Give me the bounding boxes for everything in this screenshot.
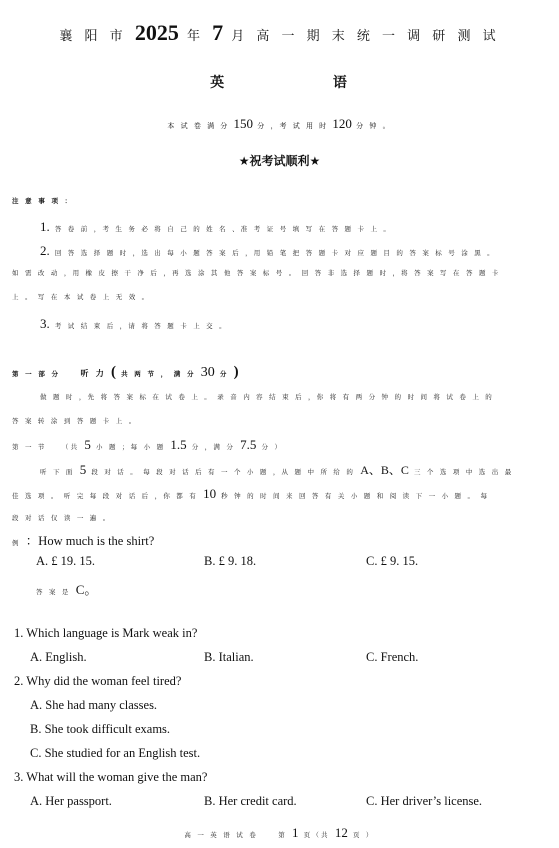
page-total: 12 [334, 825, 348, 840]
q2-option-b: B. She took difficult exams. [30, 722, 171, 736]
good-luck-banner: ★祝考试顺利★ [238, 154, 321, 168]
part-label: 第 一 部 分 [12, 370, 61, 378]
section-detail: 分 ） [261, 443, 284, 451]
q3-option-b: B. Her credit card. [204, 794, 297, 808]
score-per: 1.5 [170, 437, 187, 452]
notice-num: 2. [40, 243, 50, 258]
question-count: 5 [84, 437, 91, 452]
section1-instr-2 [12, 483, 489, 502]
section1-instr-3: 段 对 话 仅 读 一 遍 。 [12, 514, 112, 522]
question-2: 2. Why did the woman feel tired? [14, 674, 182, 688]
section-label: 第 一 节 [12, 443, 47, 451]
instr-text: 三 个 选 项 中 选 出 最 [413, 468, 514, 476]
month: 7 [212, 20, 224, 45]
section-detail: 分 ，满 分 [191, 443, 236, 451]
paren: ( [111, 364, 117, 380]
notice-num: 3. [40, 316, 50, 331]
section-detail: 小 题 ；每 小 题 [96, 443, 166, 451]
exam-name: 月 高 一 期 末 统 一 调 研 测 试 [231, 29, 500, 44]
year-unit: 年 [186, 29, 204, 44]
dialog-count: 5 [79, 462, 87, 477]
footer-text: 高 一 英 语 试 卷 [184, 831, 258, 839]
notice-item-2-cont: 如 需 改 动 ，用 橡 皮 擦 干 净 后 ，再 选 涂 其 他 答 案 标 号 。 回 答 非 选 择 题 时 ，将 答 案 写 在 答 题 卡 [12, 269, 501, 277]
score-text-3: 分 钟 。 [356, 122, 392, 130]
option-letters: A、B、C [360, 463, 409, 477]
instr-text: 听 下 面 [40, 468, 75, 476]
notice-num: 1. [40, 219, 50, 234]
section-detail: （共 [61, 443, 80, 451]
year: 2025 [134, 20, 179, 45]
q1-option-c: C. French. [366, 650, 419, 664]
notice-text: 回 答 选 择 题 时 ，选 出 每 小 题 答 案 后 ，用 铅 笔 把 答 题 卡 对 应 题 目 的 答 案 标 号 涂 黑 。 [54, 249, 496, 257]
part1-instructions-2: 答 案 转 涂 到 答 题 卡 上 。 [12, 417, 138, 425]
notice-item-2-cont2: 上 。 写 在 本 试 卷 上 无 效 。 [12, 293, 151, 301]
answer-value: C。 [75, 582, 98, 597]
part-unit: 分 [219, 370, 229, 378]
city: 襄 阳 市 [59, 29, 127, 44]
q2-option-a: A. She had many classes. [30, 698, 158, 712]
q3-option-a: A. Her passport. [30, 794, 112, 808]
section1-instr-1 [40, 459, 513, 478]
example-option-c: C. £ 9. 15. [366, 554, 419, 568]
part1-heading [12, 361, 239, 381]
page-footer [0, 822, 559, 841]
example-option-b: B. £ 9. 18. [204, 554, 257, 568]
paren: ) [233, 364, 239, 380]
notice-text: 答 卷 前 ，考 生 务 必 将 自 己 的 姓 名 、准 考 证 号 填 写 在 答 题 卡 上 。 [54, 225, 393, 233]
example-option-a: A. £ 19. 15. [36, 554, 96, 568]
instr-text: 段 对 话 。 每 段 对 话 后 有 一 个 小 题 ，从 题 中 所 给 的 [91, 468, 356, 476]
seconds: 10 [203, 486, 217, 501]
part-score: 30 [200, 365, 215, 380]
exam-title [0, 20, 559, 46]
exam-time: 120 [332, 116, 352, 131]
q1-option-b: B. Italian. [204, 650, 254, 664]
notice-item-1 [40, 216, 392, 235]
q2-option-c: C. She studied for an English test. [30, 746, 201, 760]
q3-option-c: C. Her driver’s license. [366, 794, 483, 808]
answer-label: 答 案 是 [36, 588, 71, 596]
score-info [0, 116, 559, 132]
footer-text: 页（共 [303, 831, 330, 839]
example-answer [36, 579, 97, 598]
notice-item-2 [40, 240, 496, 259]
instr-text: 佳 选 项 。 听 完 每 段 对 话 后 ，你 都 有 [12, 492, 198, 500]
example-label: 例 [12, 539, 21, 547]
instr-text: 秒 钟 的 时 间 来 回 答 有 关 小 题 和 阅 读 下 一 小 题 。 每 [221, 492, 490, 500]
footer-text: 第 [278, 831, 287, 839]
score-text-2: 分 ，考 试 用 时 [257, 122, 329, 130]
section-total: 7.5 [240, 437, 257, 452]
notice-heading: 注 意 事 项 ： [12, 197, 74, 205]
example-text: ：How much is the shirt? [25, 534, 155, 548]
notice-text: 考 试 结 束 后 ，请 将 答 题 卡 上 交 。 [54, 322, 228, 330]
score-text-1: 本 试 卷 满 分 [167, 122, 230, 130]
page-number: 1 [292, 825, 299, 840]
question-1: 1. Which language is Mark weak in? [14, 626, 198, 640]
subject-title: 英 语 [210, 75, 399, 91]
footer-text: 页 ） [352, 831, 375, 839]
question-3: 3. What will the woman give the man? [14, 770, 208, 784]
example-question [12, 530, 154, 549]
full-score: 150 [233, 116, 254, 131]
notice-item-3 [40, 313, 228, 332]
q1-option-a: A. English. [30, 650, 87, 664]
part1-instructions-1: 做 题 时 ，先 将 答 案 标 在 试 卷 上 。 录 音 内 容 结 束 后 ，你 将 有 两 分 钟 的 时 间 将 试 卷 上 的 [40, 393, 494, 401]
section1-heading [12, 434, 283, 453]
part-detail: 共 两 节 ， 满 分 [121, 370, 196, 378]
part-name: 听 力 [80, 369, 106, 378]
